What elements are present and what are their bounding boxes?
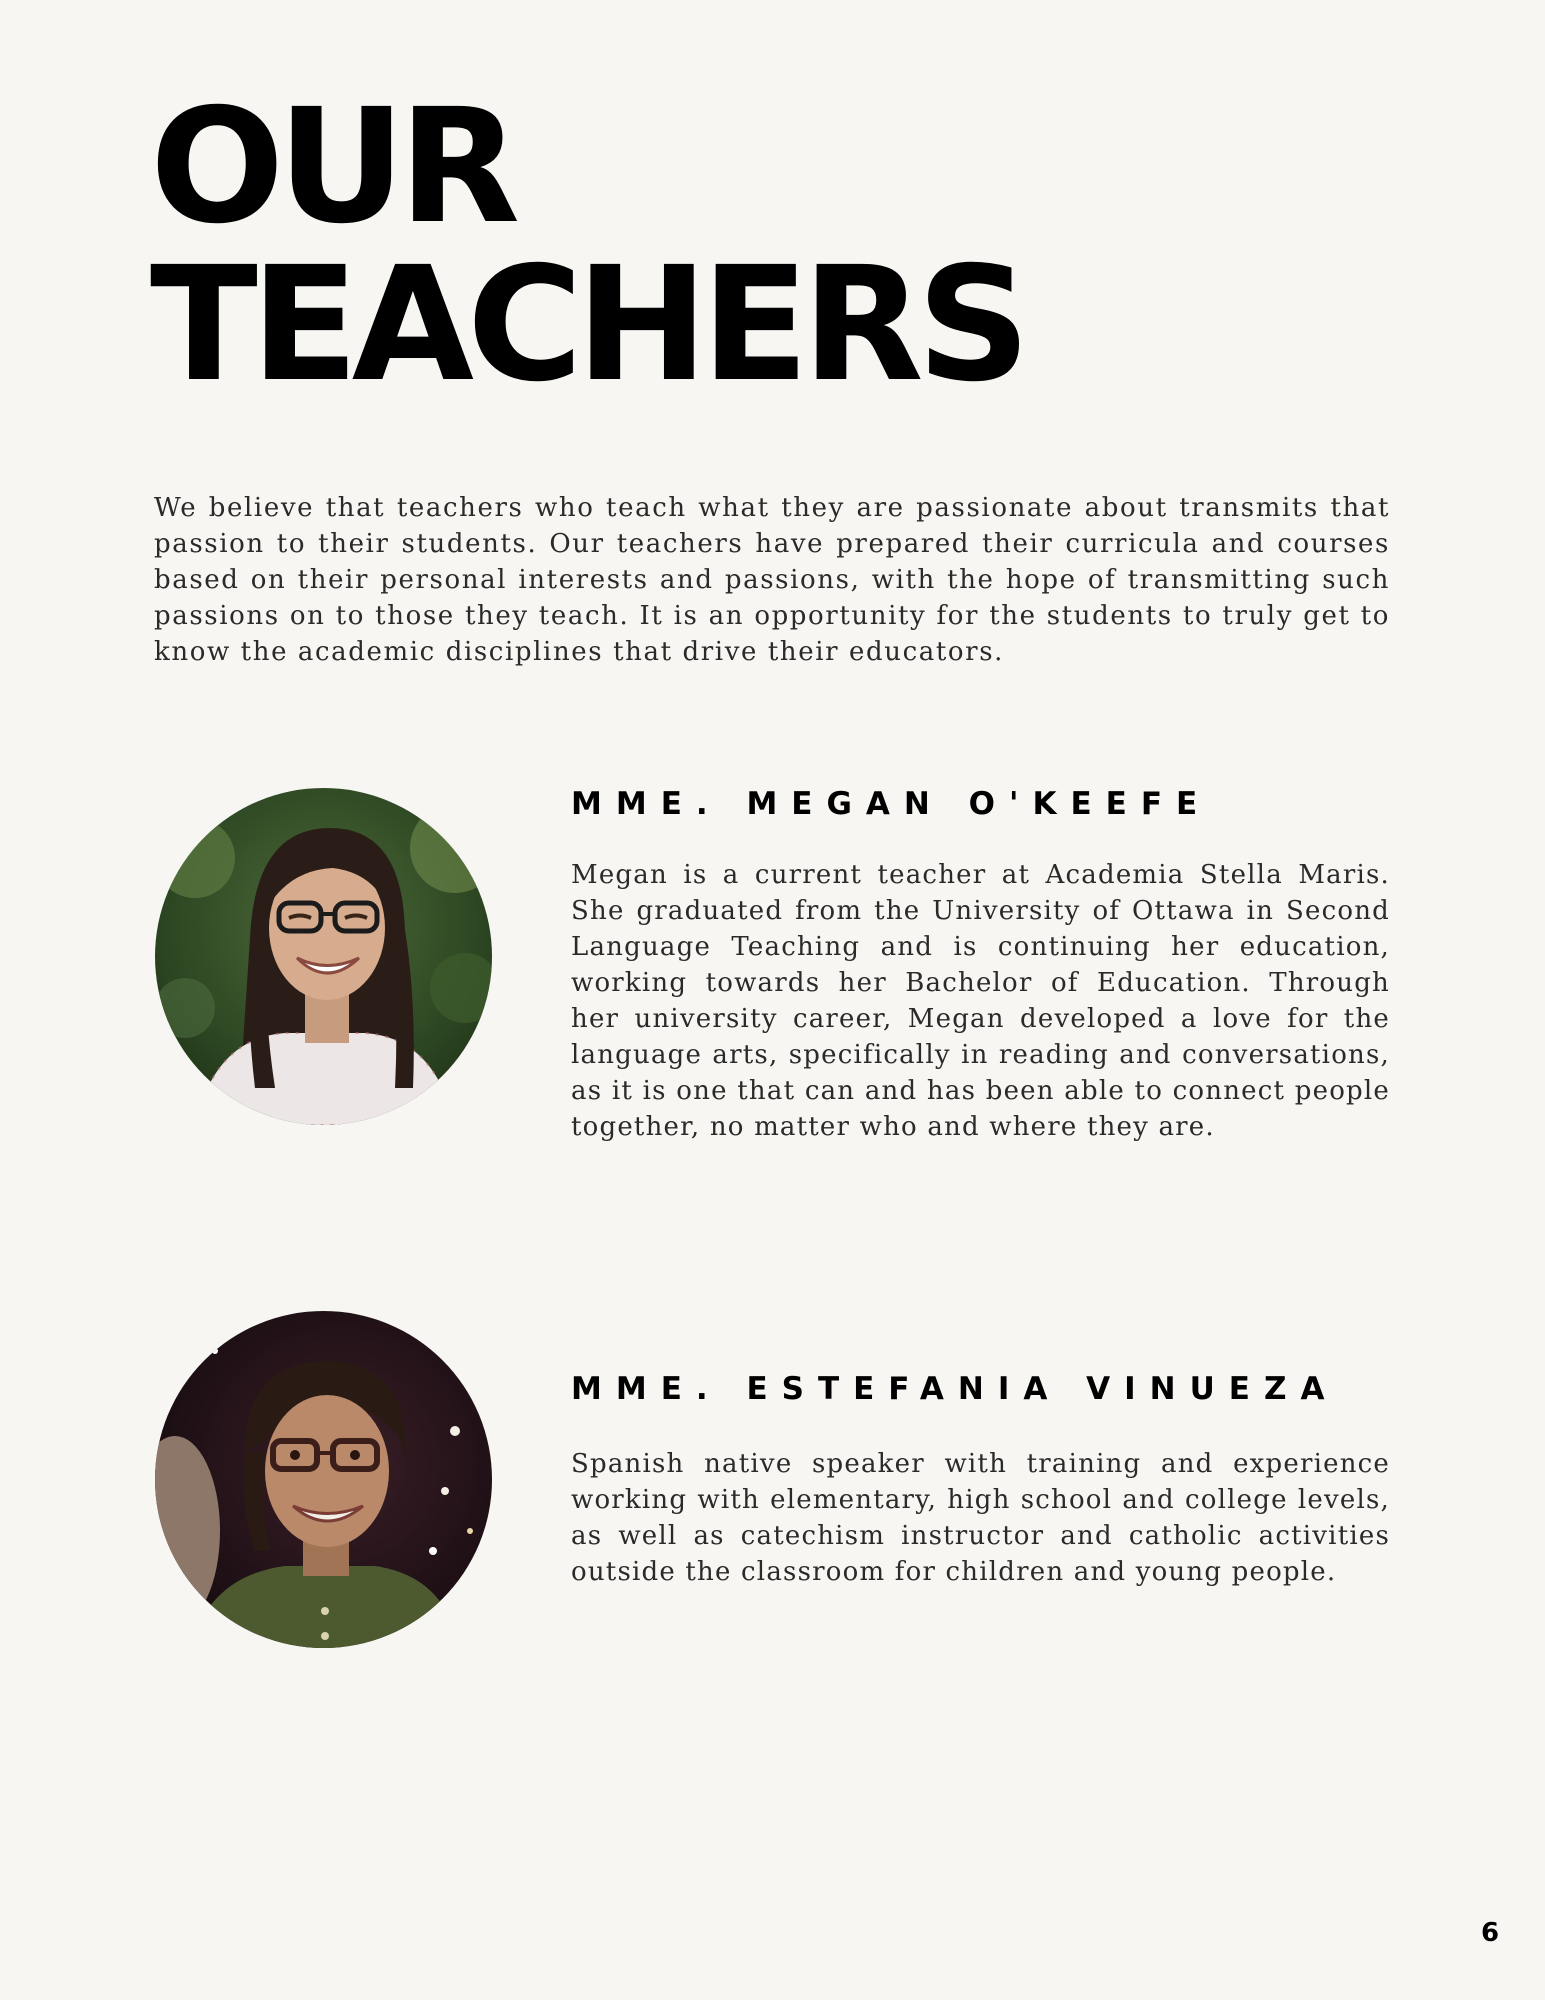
teacher-bio-estefania: Spanish native speaker with training and experience working with elementary, high school and college levels, as well as catechism instructor and catholic activities outside the classroom for children and young people. xyxy=(571,1449,1390,1587)
page-title-line-2: TEACHERS xyxy=(150,233,1024,417)
teacher-name-megan: MME. MEGAN O'KEEFE xyxy=(571,786,1212,822)
teacher-photo-megan xyxy=(155,788,492,1125)
teacher-photo-estefania xyxy=(155,1311,492,1648)
page-title-line-1: OUR xyxy=(150,75,514,259)
page-number: 6 xyxy=(1480,1918,1500,1948)
page-title xyxy=(150,75,1050,417)
teacher-bio-megan: Megan is a current teacher at Academia Stella Maris. She graduated from the University of Ottawa in Second Language Teaching and is continuing her education, working towards her Bachelor of Education. Through her university career, Megan developed a love for the language arts, specifically in reading and conversations, as it is one that can and has been able to connect people together, no matter who and where they are. xyxy=(571,860,1390,1142)
teacher-name-estefania: MME. ESTEFANIA VINUEZA xyxy=(571,1371,1339,1407)
intro-paragraph: We believe that teachers who teach what they are passionate about transmits that passion to their students. Our teachers have prepared their curricula and courses based on their personal interests and passions, with the hope of transmitting such passions on to those they teach. It is an opportunity for the students to truly get to know the academic disciplines that drive their educators. xyxy=(154,493,1390,667)
